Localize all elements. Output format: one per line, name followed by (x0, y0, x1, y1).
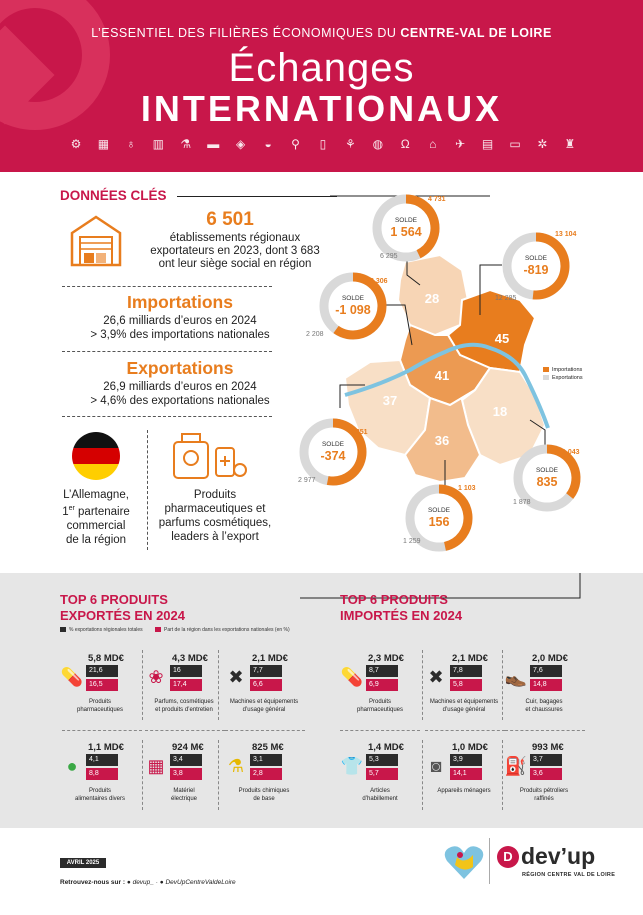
product-label (214, 788, 314, 803)
product-national-share: 14,8 (530, 679, 562, 691)
product-national-share: 3,6 (530, 768, 562, 780)
estab-line2: exportateurs en 2023, dont 3 683 (150, 245, 320, 257)
top-imports-title (340, 592, 462, 624)
legend-national-label: Part de la région dans les exportations nationales (en %) (164, 627, 290, 633)
shoe-icon: 👞 (504, 667, 528, 687)
dept-41-code: 41 (434, 368, 450, 383)
warehouse-icon (70, 213, 122, 267)
perfume-pills-icon (170, 432, 250, 480)
product-label-line1: Matériel (173, 788, 195, 794)
germany-line2 (50, 502, 142, 519)
chip-icon: ▦ (97, 137, 110, 151)
chemicals-icon: ⚗ (227, 756, 245, 776)
product-national-share: 6,9 (366, 679, 398, 691)
product-regional-share: 3,4 (170, 754, 202, 766)
product-regional-share: 8,7 (366, 665, 398, 677)
germany-text (50, 488, 142, 547)
kicker-prefix: L’ESSENTIEL DES FILIÈRES ÉCONOMIQUES DU (91, 26, 397, 40)
gear-icon: ✲ (537, 137, 548, 151)
donut-imports-value: 1 878 (513, 499, 531, 506)
wheat-icon: ⚘ (344, 137, 356, 151)
product-label-line1: Cuir, bagages (525, 699, 563, 705)
legend-exports-label: Exportations (552, 375, 583, 381)
box-icon: ◈ (236, 137, 246, 151)
product-value: 2,1 MD€ (452, 653, 488, 664)
product-label-line1: Produits chimiques (238, 788, 290, 794)
tools-icon: ✖ (428, 667, 444, 687)
imports-title: Importations (127, 292, 233, 312)
imports-text (60, 314, 300, 342)
product-label-line1: Produits (88, 788, 111, 794)
donut-solde-value: 835 (536, 475, 558, 489)
top-imports-title-line1: TOP 6 PRODUITS (340, 592, 448, 607)
donut-solde-label: SOLDE (524, 255, 548, 262)
establishments-count: 6 501 (206, 209, 254, 230)
product-national-share: 14,1 (450, 768, 482, 780)
product-value: 5,8 MD€ (88, 653, 124, 664)
dept-37-code: 37 (382, 393, 398, 408)
sector-icon-row (68, 137, 578, 151)
divider (62, 416, 272, 417)
imports-line2: > 3,9% des importations nationales (90, 329, 270, 341)
product-label-line2: raffinés (534, 795, 554, 802)
title-line1: Échanges (228, 46, 415, 90)
legend-imports-label: Importations (552, 367, 583, 373)
product-value: 924 M€ (172, 742, 204, 753)
legend-regional-swatch (60, 627, 66, 632)
plane-icon: ✈ (455, 137, 466, 151)
grid-divider (502, 740, 503, 810)
germany-line1: L’Allemagne, (63, 489, 129, 501)
divider (62, 286, 272, 287)
grid-divider (218, 650, 219, 720)
vertical-divider (147, 430, 148, 550)
train-icon: ▥ (152, 137, 164, 151)
donut-solde-label: SOLDE (321, 441, 345, 448)
microscope-icon: ⚲ (291, 137, 300, 151)
header-banner (0, 0, 643, 172)
product-regional-share: 5,3 (366, 754, 398, 766)
region-heart-logo-icon (443, 843, 485, 881)
brand-subtitle: RÉGION CENTRE VAL DE LOIRE (522, 872, 616, 878)
donut-solde-label: SOLDE (427, 507, 451, 514)
product-national-share: 3,8 (170, 768, 202, 780)
exports-text (60, 380, 300, 408)
follow-label: Retrouvez-nous sur : (60, 879, 126, 886)
dept-36-code: 36 (434, 433, 450, 448)
product-value: 825 M€ (252, 742, 284, 753)
car-icon: ◒ (264, 137, 272, 151)
donut-imports-value: 2 977 (298, 477, 316, 484)
product-national-share: 6,6 (250, 679, 282, 691)
donut-exports-value: 3 351 (350, 429, 368, 436)
globe-icon: ◍ (372, 137, 384, 151)
brand-name: dev’up (521, 843, 596, 869)
facebook-handle[interactable]: DevUpCentreValdeLoire (165, 879, 236, 886)
region-map (280, 180, 643, 560)
grid-divider (340, 730, 420, 731)
legend-imports (543, 366, 583, 374)
product-regional-share: 16 (170, 665, 202, 677)
germany-rank: 1 (62, 505, 69, 518)
product-value: 1,4 MD€ (368, 742, 404, 753)
brand-separator (489, 838, 490, 884)
twitter-icon: ● (126, 879, 131, 886)
donut-solde-value: -819 (523, 263, 549, 277)
header-kicker (0, 26, 643, 40)
date-badge: AVRIL 2025 (60, 858, 106, 868)
donut-solde-value: -1 098 (335, 303, 371, 317)
grid-divider (505, 730, 585, 731)
dept-18-code: 18 (492, 404, 508, 419)
legend-exports-swatch (543, 375, 549, 380)
top-imports-title-line2: IMPORTÉS EN 2024 (340, 608, 463, 623)
product-label-line1: Parfums, cosmétiques (154, 699, 214, 705)
grid-divider (145, 730, 225, 731)
germany-line3: commercial (66, 519, 126, 532)
donut-exports-value: 4 731 (428, 196, 446, 203)
flask-icon: ⚗ (180, 137, 192, 151)
product-regional-share: 4,1 (86, 754, 118, 766)
pharma-line2: pharmaceutiques et (164, 503, 266, 515)
donut-solde-value: -374 (320, 449, 346, 463)
product-label-line1: Appareils ménagers (437, 788, 491, 794)
donut-imports-value: 12 285 (495, 295, 517, 302)
separator-dot: · (155, 879, 158, 886)
grid-divider (502, 650, 503, 720)
pills-icon: 💊 (340, 667, 364, 687)
legend-national-swatch (155, 627, 161, 632)
donut-exports-value: 13 104 (555, 231, 577, 238)
grid-divider (62, 730, 142, 731)
product-label-line2: pharmaceutiques (76, 706, 124, 713)
product-label-line2: et produits d’entretien (155, 706, 213, 713)
donut-imports-value: 2 208 (306, 331, 324, 338)
bottle-icon: ▯ (319, 137, 327, 151)
stethoscope-icon: ♁ (126, 137, 136, 151)
devup-logo-icon: D (497, 846, 519, 868)
pharma-line1: Produits (193, 489, 237, 501)
truck-icon: ▬ (207, 137, 220, 151)
product-label-line2: d’usage général (442, 706, 486, 713)
product-national-share: 2,8 (250, 768, 282, 780)
product-value: 1,1 MD€ (88, 742, 124, 753)
top-exports-title-line2: EXPORTÉS EN 2024 (60, 608, 185, 623)
product-label-line1: Machines et équipements (229, 699, 299, 705)
twitter-handle[interactable]: devup_ (132, 879, 154, 886)
exports-line1: 26,9 milliards d’euros en 2024 (103, 381, 257, 393)
product-label-line2: électrique (170, 795, 197, 802)
donut-exports-value: 1 043 (562, 449, 580, 456)
product-value: 2,3 MD€ (368, 653, 404, 664)
germany-line4: de la région (65, 533, 127, 546)
product-label (214, 699, 314, 714)
grid-divider (142, 650, 143, 720)
pharma-line4: leaders à l’export (171, 531, 259, 543)
product-national-share: 5,7 (366, 768, 398, 780)
machine-icon: ▤ (481, 137, 494, 151)
product-label-line2: alimentaires divers (74, 795, 126, 802)
grid-divider (225, 730, 305, 731)
legend-imports-swatch (543, 367, 549, 372)
product-value: 2,0 MD€ (532, 653, 568, 664)
product-regional-share: 3,7 (530, 754, 562, 766)
product-national-share: 8,8 (86, 768, 118, 780)
grid-divider (422, 740, 423, 810)
estab-line3: ont leur siège social en région (158, 258, 312, 270)
donut-solde-label: SOLDE (535, 467, 559, 474)
tools-icon: ✖ (228, 667, 244, 687)
product-regional-share: 21,6 (86, 665, 118, 677)
product-national-share: 17,4 (170, 679, 202, 691)
washing-machine-icon: ◙ (430, 756, 442, 776)
exports-line2: > 4,6% des exportations nationales (90, 395, 270, 407)
pharma-line3: parfums cosmétiques, (158, 517, 272, 529)
social-follow (60, 879, 236, 886)
donut-imports-value: 6 295 (380, 253, 398, 260)
legend-exports (543, 374, 583, 382)
headset-icon: Ω (400, 137, 410, 151)
product-national-share: 16,5 (86, 679, 118, 691)
product-value: 2,1 MD€ (252, 653, 288, 664)
product-label-line1: Produits (368, 699, 391, 705)
factory-icon: ⚙ (70, 137, 82, 151)
germany-rank-sup: er (68, 505, 75, 512)
product-regional-share: 3,9 (450, 754, 482, 766)
battery-icon: ▭ (509, 137, 521, 151)
product-label-line1: Produits pétroliers (519, 788, 569, 794)
map-legend (543, 366, 583, 382)
product-national-share: 5,8 (450, 679, 482, 691)
shirt-icon: 👕 (340, 756, 364, 776)
chip-icon: ▦ (147, 756, 165, 776)
donut-solde-value: 156 (428, 515, 450, 529)
wine-icon: ♜ (564, 137, 576, 151)
kicker-region: CENTRE-VAL DE LOIRE (400, 26, 552, 40)
refinery-icon: ⌂ (429, 137, 437, 151)
dept-45-code: 45 (494, 331, 510, 346)
pills-icon: 💊 (60, 667, 84, 687)
product-label-line2: de base (253, 795, 275, 802)
pharma-text (150, 488, 280, 544)
dept-28-code: 28 (424, 291, 440, 306)
estab-line1: établissements régionaux (169, 232, 301, 244)
grid-divider (422, 650, 423, 720)
germany-flag-icon (72, 432, 120, 480)
product-label-line1: Produits (88, 699, 111, 705)
product-label-line2: pharmaceutiques (356, 706, 404, 713)
product-regional-share: 7,7 (250, 665, 282, 677)
product-value: 993 M€ (532, 742, 564, 753)
apple-icon: ● (66, 756, 78, 776)
grid-divider (142, 740, 143, 810)
product-label-line1: Machines et équipements (429, 699, 499, 705)
key-data-title: DONNÉES CLÉS (60, 188, 167, 203)
legend-national (155, 627, 290, 633)
facebook-icon: ● (159, 879, 164, 886)
product-regional-share: 7,8 (450, 665, 482, 677)
perfume-icon: ❀ (148, 667, 164, 687)
product-regional-share: 7,6 (530, 665, 562, 677)
product-label-line1: Articles (370, 788, 390, 794)
donut-imports-value: 1 259 (403, 538, 421, 545)
donut-solde-value: 1 564 (390, 225, 422, 239)
product-label-line2: d’usage général (242, 706, 286, 713)
product-label (494, 699, 594, 714)
product-value: 4,3 MD€ (172, 653, 208, 664)
title-line2: INTERNATIONAUX (140, 88, 503, 129)
product-label (494, 788, 594, 803)
grid-divider (218, 740, 219, 810)
imports-line1: 26,6 milliards d’euros en 2024 (103, 315, 257, 327)
germany-rank-rest: partenaire (74, 505, 130, 518)
oil-pump-icon: ⛽ (504, 756, 528, 776)
product-label-line2: et chaussures (525, 706, 563, 713)
exports-title: Exportations (126, 358, 234, 378)
top-exports-title (60, 592, 185, 624)
product-value: 1,0 MD€ (452, 742, 488, 753)
divider (62, 351, 272, 352)
donut-solde-label: SOLDE (341, 295, 365, 302)
donut-solde-label: SOLDE (394, 217, 418, 224)
legend-regional (60, 627, 143, 633)
product-regional-share: 3,1 (250, 754, 282, 766)
donut-exports-value: 3 306 (370, 278, 388, 285)
donut-exports-value: 1 103 (458, 485, 476, 492)
grid-divider (425, 730, 505, 731)
top-exports-title-line1: TOP 6 PRODUITS (60, 592, 168, 607)
legend-regional-label: % exportations régionales totales (69, 627, 143, 633)
product-label-line2: d’habillement (362, 795, 398, 802)
